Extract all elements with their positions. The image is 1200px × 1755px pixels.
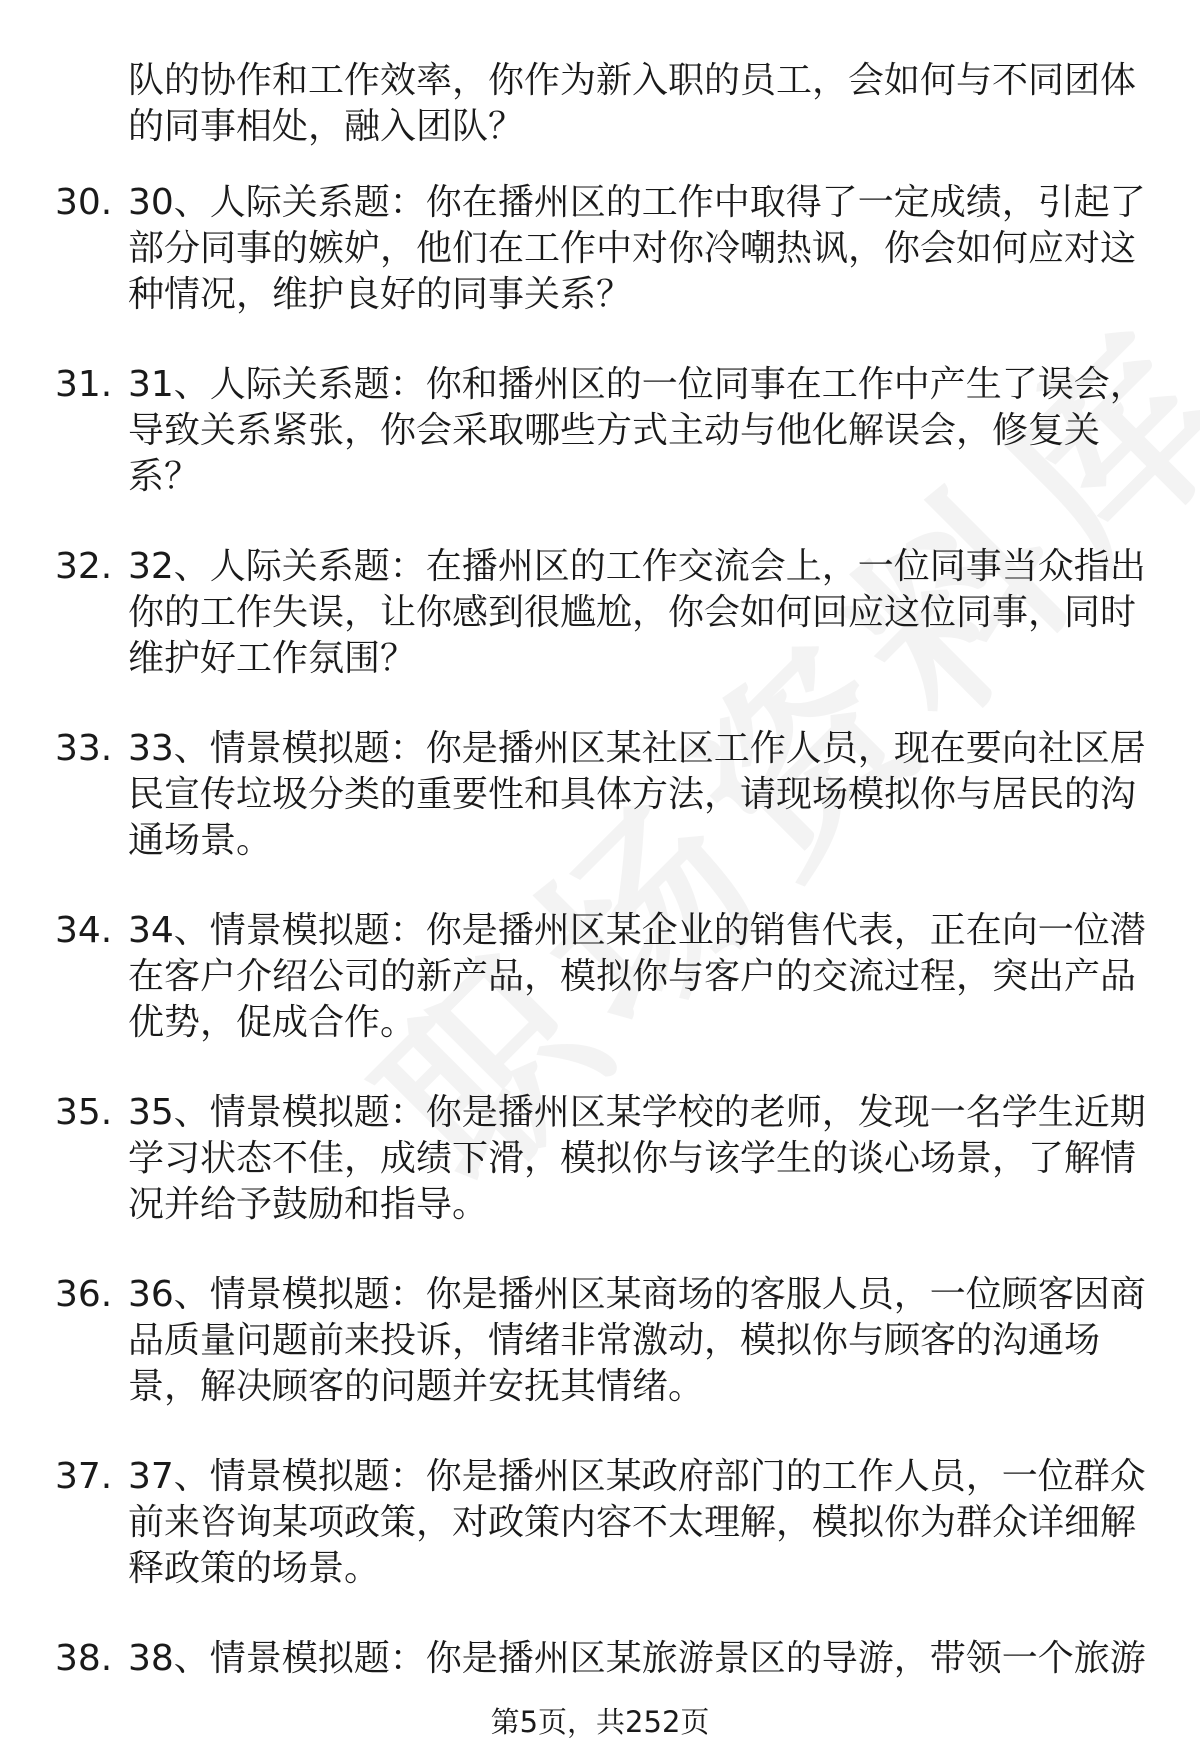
- question-text: 38、情景模拟题：你是播州区某旅游景区的导游，带领一个旅游: [128, 1638, 1146, 1679]
- continuation-text: 队的协作和工作效率，你作为新入职的员工，会如何与不同团体的同事相处，融入团队？: [128, 60, 1137, 147]
- list-item: [0, 1636, 1200, 1682]
- question-list: [0, 180, 1200, 1726]
- question-number: 34.: [55, 910, 113, 951]
- question-number: 36.: [55, 1274, 113, 1315]
- question-text: 37、情景模拟题：你是播州区某政府部门的工作人员，一位群众前来咨询某项政策，对政策内容不太理解，模拟你为群众详细解释政策的场景。: [128, 1456, 1146, 1589]
- list-item: [0, 1272, 1200, 1410]
- list-item: [0, 544, 1200, 682]
- list-item: [0, 180, 1200, 318]
- question-number: 31.: [55, 364, 113, 405]
- question-text: 30、人际关系题：你在播州区的工作中取得了一定成绩，引起了部分同事的嫉妒，他们在工作中对你冷嘲热讽，你会如何应对这种情况，维护良好的同事关系？: [128, 182, 1146, 315]
- question-text: 36、情景模拟题：你是播州区某商场的客服人员，一位顾客因商品质量问题前来投诉，情绪非常激动，模拟你与顾客的沟通场景，解决顾客的问题并安抚其情绪。: [128, 1274, 1146, 1407]
- question-text: 33、情景模拟题：你是播州区某社区工作人员，现在要向社区居民宣传垃圾分类的重要性和具体方法，请现场模拟你与居民的沟通场景。: [128, 728, 1146, 861]
- question-text: 34、情景模拟题：你是播州区某企业的销售代表，正在向一位潜在客户介绍公司的新产品，模拟你与客户的交流过程，突出产品优势，促成合作。: [128, 910, 1146, 1043]
- question-number: 30.: [55, 182, 113, 223]
- question-number: 37.: [55, 1456, 113, 1497]
- list-item: [0, 1090, 1200, 1228]
- question-number: 33.: [55, 728, 113, 769]
- question-text: 32、人际关系题：在播州区的工作交流会上，一位同事当众指出你的工作失误，让你感到很尴尬，你会如何回应这位同事，同时维护好工作氛围？: [128, 546, 1146, 679]
- list-item: [0, 726, 1200, 864]
- page-footer: 第5页，共252页: [490, 1705, 710, 1739]
- question-text: 31、人际关系题：你和播州区的一位同事在工作中产生了误会，导致关系紧张，你会采取哪些方式主动与他化解误会，修复关系？: [128, 364, 1146, 497]
- question-number: 32.: [55, 546, 113, 587]
- list-item: [0, 1454, 1200, 1592]
- question-number: 35.: [55, 1092, 113, 1133]
- list-item: [0, 362, 1200, 500]
- question-number: 38.: [55, 1638, 113, 1679]
- question-text: 35、情景模拟题：你是播州区某学校的老师，发现一名学生近期学习状态不佳，成绩下滑，模拟你与该学生的谈心场景，了解情况并给予鼓励和指导。: [128, 1092, 1146, 1225]
- list-item: [0, 908, 1200, 1046]
